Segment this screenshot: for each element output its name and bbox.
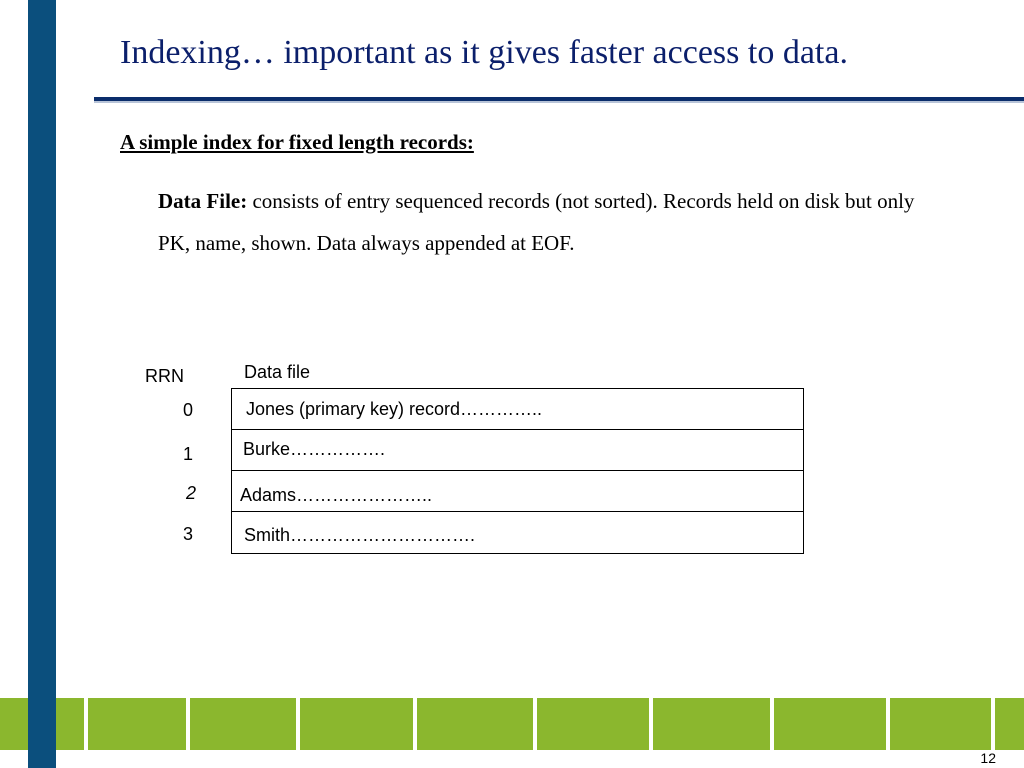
footer-accent-strip — [0, 698, 1024, 750]
footer-block — [653, 698, 770, 750]
record-text: Adams………………….. — [240, 485, 433, 505]
data-file-paragraph — [158, 180, 928, 264]
data-file-header: Data file — [244, 362, 311, 382]
rrn-value: 2 — [186, 483, 197, 503]
footer-block — [774, 698, 886, 750]
paragraph-label: Data File: — [158, 189, 248, 213]
record-text: Burke……………. — [243, 439, 386, 459]
rrn-value: 3 — [183, 524, 194, 544]
footer-block — [995, 698, 1024, 750]
left-sidebar-bar — [28, 0, 56, 768]
footer-block — [537, 698, 649, 750]
title-divider-shadow — [94, 101, 1024, 103]
page-number: 12 — [980, 750, 996, 766]
footer-block — [417, 698, 533, 750]
rrn-value: 0 — [183, 400, 194, 420]
left-sidebar-bar-overlay — [28, 698, 56, 768]
table-row — [232, 512, 803, 553]
table-row — [232, 430, 803, 471]
footer-block — [890, 698, 991, 750]
table-row — [232, 471, 803, 512]
footer-block — [88, 698, 186, 750]
record-text: Smith…………………………. — [244, 525, 476, 545]
rrn-column-header: RRN — [145, 366, 184, 386]
slide-title: Indexing… important as it gives faster access to data. — [120, 34, 848, 71]
record-text: Jones (primary key) record………….. — [246, 399, 543, 419]
data-file-table — [231, 388, 804, 554]
paragraph-text: consists of entry sequenced records (not sorted). Records held on disk but only PK, name, shown. Data always appended at EOF. — [158, 189, 915, 255]
table-row — [232, 389, 803, 430]
footer-block — [300, 698, 413, 750]
section-heading: A simple index for fixed length records: — [120, 130, 474, 154]
footer-block — [190, 698, 296, 750]
rrn-value: 1 — [183, 444, 194, 464]
